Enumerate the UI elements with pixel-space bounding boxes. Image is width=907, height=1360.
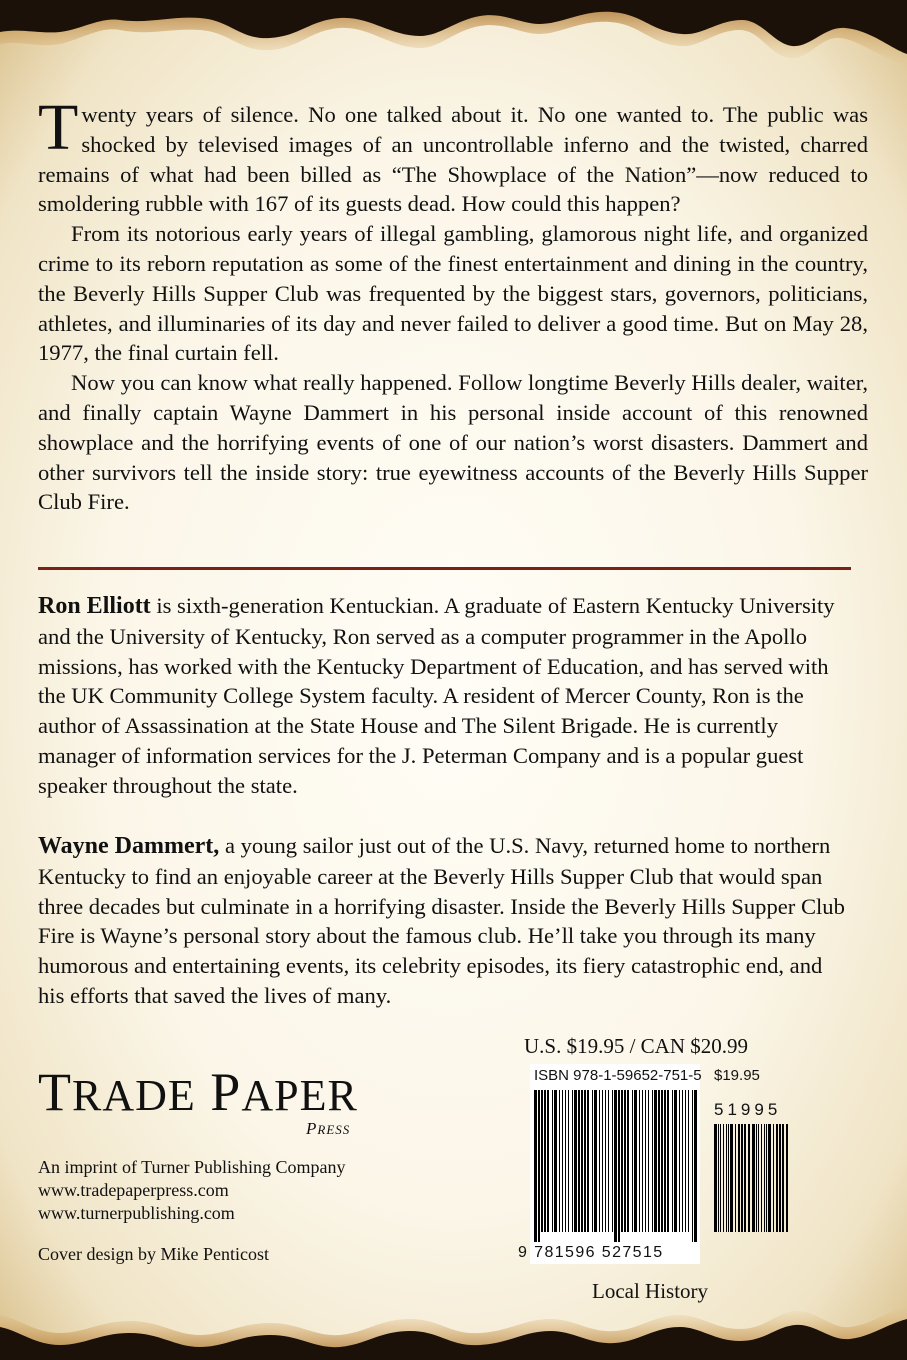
drop-cap: T [38,91,79,164]
barcode-addon-price: $19.95 [714,1067,760,1084]
barcode-bar [748,1124,750,1232]
author-bio-wayne-dammert [38,831,853,1011]
barcode-bar [758,1124,759,1232]
publisher-website-1: www.tradepaperpress.com [38,1180,229,1200]
barcode-bar [756,1124,757,1232]
barcode-bar [735,1124,736,1232]
burnt-top-edge [0,0,907,80]
barcode-bar [761,1124,762,1232]
barcode-bar [718,1124,719,1232]
barcode-bar [714,1124,717,1232]
isbn-number: ISBN 978-1-59652-751-5 [534,1067,702,1084]
author-bio-ron-elliott [38,591,853,801]
blurb-paragraph-3: Now you can know what really happened. Follow longtime Beverly Hills dealer, waiter, and finally captain Wayne Dammert in his personal inside account of this renowned showplace and the horrifying events of one of our nation’s worst disasters. Dammert and other survivors tell the inside story: true eyewitness accounts of the Beverly Hills Supper Club Fire. [38,370,868,515]
barcode-bar [782,1124,784,1232]
barcode-bar [744,1124,746,1232]
publisher-website-2: www.turnerpublishing.com [38,1203,235,1223]
barcode-background [530,1064,700,1264]
barcode-bar [730,1124,733,1232]
book-category: Local History [592,1279,709,1303]
barcode-bar [786,1124,788,1232]
cover-design-credit: Cover design by Mike Penticost [38,1244,269,1264]
barcode-addon-digits: 51995 [714,1100,782,1119]
author-bio-text: is sixth-generation Kentuckian. A graduate of Eastern Kentucky University and the University of Kentucky, Ron served as a computer programmer in the Apollo missions, has worked with the Kentucky Department of Education, and has served with the UK Community College System faculty. A resident of Mercer County, Ron is the author of Assassination at the State House and The Silent Brigade. He is currently manager of information services for the J. Peterman Company and is a popular guest speaker throughout the state. [38,593,835,798]
imprint-line: An imprint of Turner Publishing Company [38,1157,346,1177]
publisher-info [38,1156,346,1225]
author-bio-text: a young sailor just out of the U.S. Navy, returned home to northern Kentucky to find an enjoyable career at the Beverly Hills Supper Club that would span three decades but culminate in a horrifying disaster. Inside the Beverly Hills Supper Club Fire is Wayne’s personal story about the famous club. He’ll take you through its many humorous and entertaining events, its celebrity episodes, its fiery catastrophic end, and his efforts that saved the lives of many. [38,833,845,1008]
blurb-paragraph-1 [38,91,868,219]
barcode-bar [720,1124,721,1232]
blurb-paragraph-1-text: wenty years of silence. No one talked about it. No one wanted to. The public was shocked by televised images of an uncontrollable inferno and the twisted, charred remains of what had been billed as “The Showplace of the Nation”—now reduced to smoldering rubble with 167 of its guests dead. How could this happen? [38,102,868,217]
barcode-bar [728,1124,729,1232]
barcode-bar [766,1124,767,1232]
barcode-bar [773,1124,774,1232]
barcode-bar [779,1124,781,1232]
price: U.S. $19.95 / CAN $20.99 [524,1034,749,1058]
barcode-bar [726,1124,727,1232]
book-blurb [38,91,868,517]
barcode-digits: 9 781596 527515 [518,1244,664,1261]
barcode-bar [741,1124,743,1232]
barcode-bar [768,1124,771,1232]
barcode-bar [723,1124,724,1232]
publisher-logo: TRADE PAPER [38,1062,358,1122]
publisher-logo-press: PRESS [306,1119,351,1138]
section-divider [38,567,851,570]
barcode-bar [738,1124,740,1232]
author-name: Ron Elliott [38,593,151,619]
burnt-bottom-edge [0,1285,907,1360]
blurb-paragraph-2: From its notorious early years of illegal gambling, glamorous night life, and organized crime to its reborn reputation as some of the finest entertainment and dining in the country, the Beverly Hills Supper Club was frequented by the biggest stars, governors, politicians, athletes, and illuminaries of its day and never failed to deliver a good time. But on May 28, 1977, the final curtain fell. [38,221,868,366]
barcode-bar [776,1124,778,1232]
barcode-bar [764,1124,765,1232]
author-name: Wayne Dammert, [38,833,220,859]
barcode-bar [752,1124,755,1232]
